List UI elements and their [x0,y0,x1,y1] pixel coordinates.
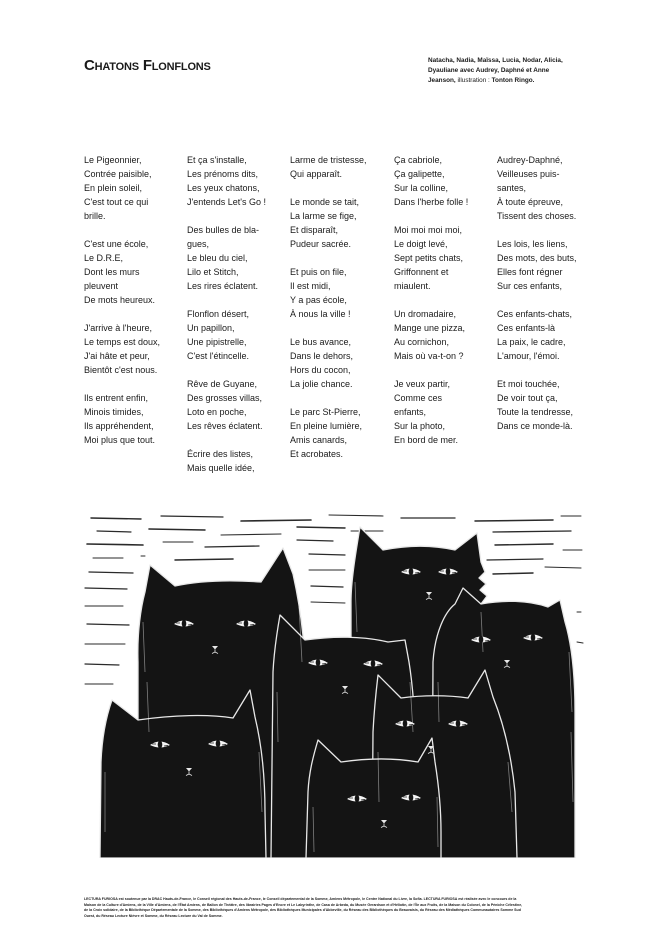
poem-line: Contrée paisible, [84,169,152,179]
stanza [290,195,388,251]
poem-line: À toute épreuve, [497,197,564,207]
footer-line: Ouest, du Réseau Lecture Nièvre et Somme, du Réseau Lecture du Val de Somme. [84,913,223,918]
poem-line: Dans l'herbe folle ! [394,197,469,207]
poem-line: Les rires éclatent. [187,281,259,291]
poem-line: Comme ces [394,393,443,403]
poem-column-2 [187,153,285,489]
poem-line: Larme de tristesse, [290,155,367,165]
poem-line: Loto en poche, [187,407,247,417]
poem-line: Ces enfants-chats, [497,309,573,319]
poem-line: J'entends Let's Go ! [187,197,266,207]
poem-line: Pudeur sacrée. [290,239,352,249]
poem-line: Et ça s'installe, [187,155,247,165]
poem-column-1 [84,153,182,461]
poem-line: Griffonnent et [394,267,449,277]
poem-line: Un papillon, [187,323,235,333]
poem-line: Écrire des listes, [187,449,254,459]
credits-authors-end: Jeanson, [428,77,456,84]
poem-line: Ils entrent enfin, [84,393,149,403]
poem-line: pleuvent [84,281,119,291]
stanza [187,153,285,209]
poem-line: santes, [497,183,527,193]
footer-line: Maison de la Culture d'Amiens, de la Ville d'Amiens, de l'État Amiens, de Ballon de Théâtre, des librairies Pages d'Encre et Le Labyrinthe, de Casa de Arbeda, du Musée Gerardson et d'Héliotin, de l'Île aux Fruits, de la Maison du Colonel, de la Péniche Célestine, [84,902,523,907]
poem-line: J'ai hâte et peur, [84,351,150,361]
poem-line: Un dromadaire, [394,309,457,319]
stanza [187,447,285,475]
stanza [84,321,182,377]
stanza [290,265,388,321]
stanza [84,153,182,223]
stanza [84,391,182,447]
poem-line: Lilo et Stitch, [187,267,239,277]
poem-line: Des bulles de bla- [187,225,260,235]
poem-line: La paix, le cadre, [497,337,566,347]
poem-line: Et acrobates. [290,449,344,459]
poem-line: Mais quelle idée, [187,463,255,473]
poem-line: Des mots, des buts, [497,253,577,263]
poem-line: Et disparaît, [290,225,339,235]
poem-line: De mots heureux. [84,295,156,305]
poem-line: Amis canards, [290,435,348,445]
stanza [497,237,595,293]
stanza [394,153,492,209]
poem-line: enfants, [394,407,427,417]
poem-line: La larme se fige, [290,211,357,221]
stanza [187,377,285,433]
poem-line: Tissent des choses. [497,211,577,221]
stanza [394,307,492,363]
poem-line: Veilleuses puis- [497,169,560,179]
stanza [290,405,388,461]
poem-line: Bientôt c'est nous. [84,365,158,375]
poem-line: En pleine lumière, [290,421,363,431]
poem-line: Mange une pizza, [394,323,466,333]
poem-column-3 [290,153,388,475]
poem-line: Moi moi moi moi, [394,225,463,235]
poem-line: Toute la tendresse, [497,407,574,417]
poem-line: C'est l'étincelle. [187,351,249,361]
poem-line: Une pipistrelle, [187,337,247,347]
poem-line: Y a pas école, [290,295,347,305]
poem-line: Rêve de Guyane, [187,379,258,389]
credits-line: Natacha, Nadia, Maïssa, Lucia, Nodar, Alicia, [428,57,563,64]
poem-line: Les lois, les liens, [497,239,568,249]
stanza [394,223,492,293]
poem-line: Des grosses villas, [187,393,263,403]
stanza [394,377,492,447]
illustration-label: illustration : [457,77,490,84]
poem-line: À nous la ville ! [290,309,351,319]
poem-line: En plein soleil, [84,183,143,193]
cat-silhouette [100,690,266,858]
poem-line: brille. [84,211,106,221]
poem-line: Minois timides, [84,407,144,417]
poem-line: Je veux partir, [394,379,451,389]
poem-line: Le doigt levé, [394,239,448,249]
footer-line: LECTURA FURIOSA est soutenue par la DRAC Hauts-de-France, le Conseil régional des Hauts-de-France, le Conseil départemental de la Somme, Amiens Métropole, le Centre National du Livre, la Sofia. LECTURA FURIOSA est réalisée avec le concours de la [84,897,517,901]
poem-line: Sur ces enfants, [497,281,563,291]
sponsors-footer [84,897,584,919]
stanza [290,153,388,181]
poem-line: Ces enfants-là [497,323,556,333]
poem-line: Flonflon désert, [187,309,250,319]
poem-line: Dans ce monde-là. [497,421,573,431]
poem-line: Hors du cocon, [290,365,351,375]
poem-line: Le bus avance, [290,337,352,347]
poem-line: C'est tout ce qui [84,197,149,207]
poem-line: Le D.R.E, [84,253,124,263]
poem-line: Et moi touchée, [497,379,560,389]
stanza [497,153,595,223]
poem-line: Audrey-Daphné, [497,155,563,165]
poem-line: Il est midi, [290,281,331,291]
poem-line: Elles font régner [497,267,563,277]
stanza [187,307,285,363]
poem-line: Sur la colline, [394,183,449,193]
poem-line: Sur la photo, [394,421,446,431]
poem-line: C'est une école, [84,239,149,249]
poem-line: Les rêves éclatent. [187,421,263,431]
illustrator-name: Tonton Ringo. [491,77,535,84]
poem-line: Au cornichon, [394,337,450,347]
credits [428,56,593,86]
poem-line: Qui apparaît. [290,169,343,179]
poem-line: Ils appréhendent, [84,421,154,431]
credits-line [428,76,593,86]
poem-column-5 [497,153,595,447]
footer-line: de la Croix solidaire, de la Bibliothèque Départementale de la Somme, des Bibliothèques d'Amiens Métropole, des Bibliothèques Municipales d'Abbeville, du Réseau des Bibliothèques du Beauvaisis, du Réseau des Médiathèques Communautaires Somme Sud [84,908,521,913]
poem-line: De voir tout ça, [497,393,558,403]
poem-line: Le temps est doux, [84,337,161,347]
poem-line: Ça galipette, [394,169,445,179]
poem-line: miaulent. [394,281,431,291]
poem-line: Les yeux chatons, [187,183,260,193]
poem-title: Chatons Flonflons [84,57,211,74]
stanza [290,335,388,391]
poem-line: L'amour, l'émoi. [497,351,560,361]
credits-line: Dyauliane avec Audrey, Daphné et Anne [428,67,550,74]
poem-line: En bord de mer. [394,435,459,445]
poem-line: Mais où va-t-on ? [394,351,464,361]
poem-line: Le bleu du ciel, [187,253,248,263]
stanza [84,237,182,307]
poem-column-4 [394,153,492,461]
cats-illustration [83,512,584,858]
stanza [187,223,285,293]
poem-line: Dans le dehors, [290,351,354,361]
poem-line: Dont les murs [84,267,140,277]
poem-line: La jolie chance. [290,379,353,389]
poem-line: Le Pigeonnier, [84,155,142,165]
poem-line: J'arrive à l'heure, [84,323,152,333]
poem-line: Le parc St-Pierre, [290,407,361,417]
stanza [497,377,595,433]
poem-line: Sept petits chats, [394,253,464,263]
poem-line: Les prénoms dits, [187,169,259,179]
poem-line: Ça cabriole, [394,155,443,165]
poem-line: gues, [187,239,210,249]
stanza [497,307,595,363]
poem-line: Le monde se tait, [290,197,360,207]
poem-line: Et puis on file, [290,267,347,277]
poem-line: Moi plus que tout. [84,435,156,445]
